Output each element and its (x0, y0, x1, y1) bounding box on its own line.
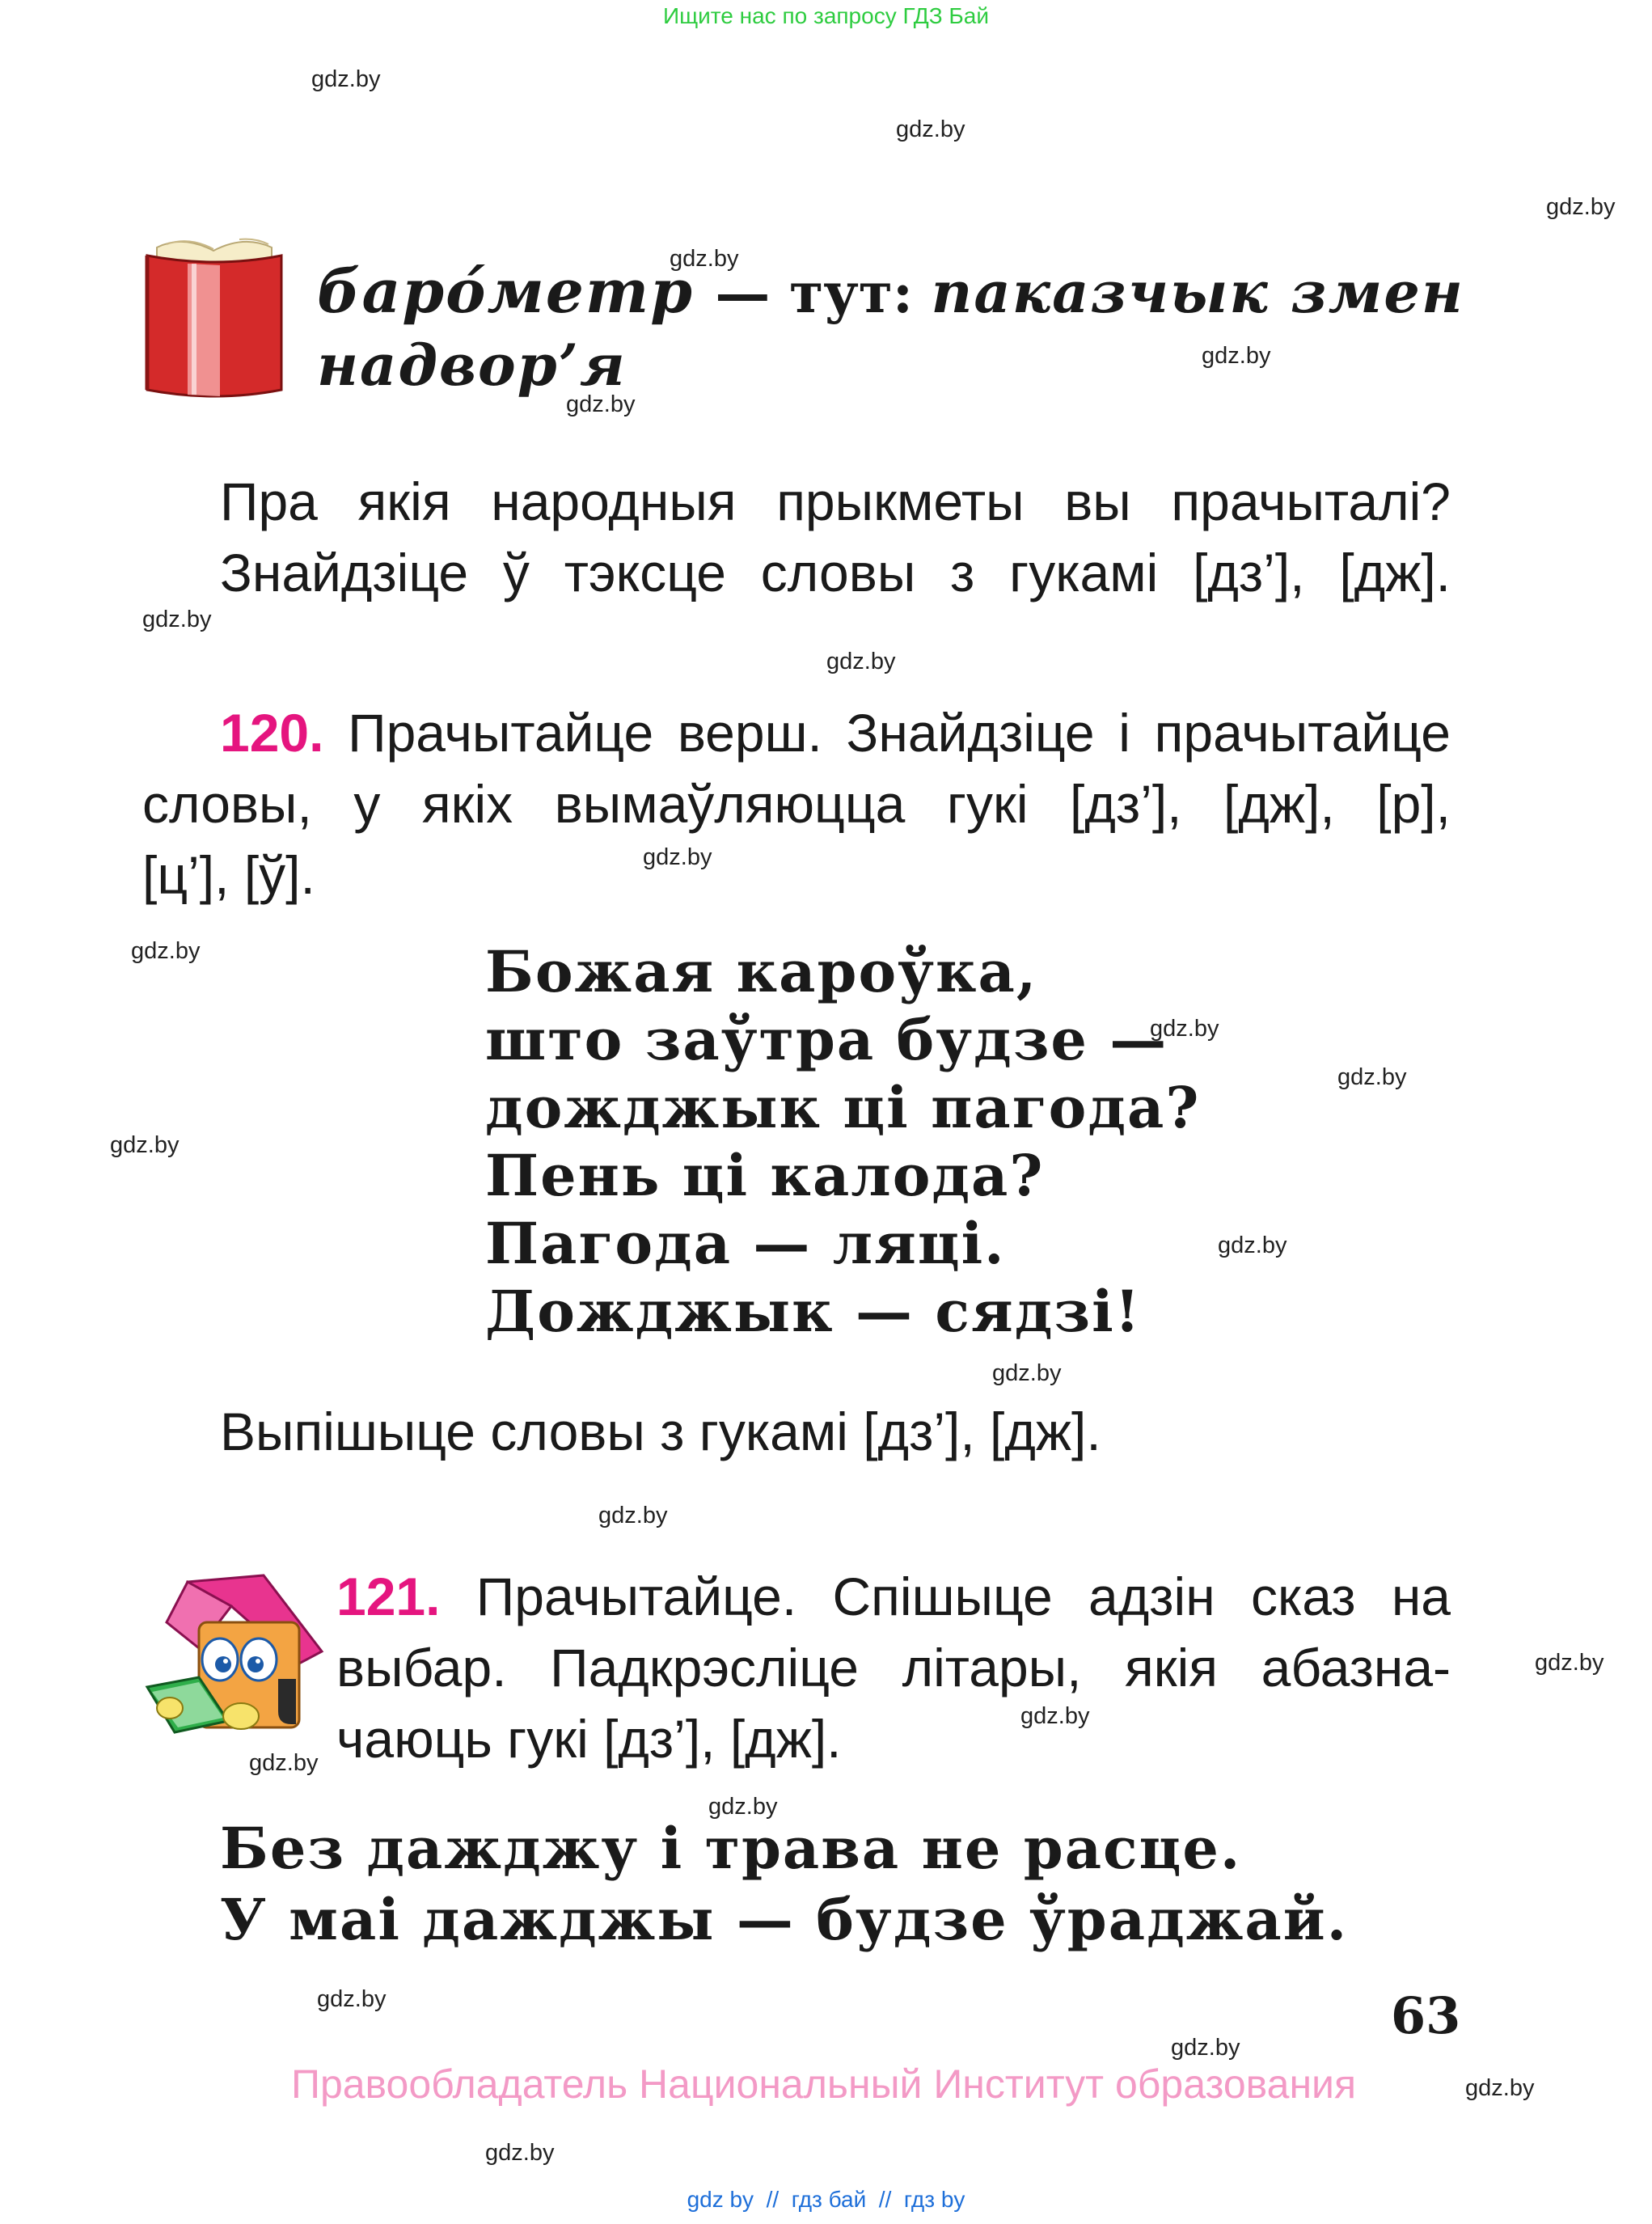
exercise-121-line3: чаюць гукі [дз’], [дж]. (336, 1709, 842, 1769)
watermark: gdz.by (249, 1750, 319, 1776)
watermark: gdz.by (598, 1503, 668, 1528)
watermark: gdz.by (1202, 343, 1271, 369)
watermark: gdz.by (142, 607, 212, 632)
watermark: gdz.by (317, 1986, 387, 2012)
poem-line: што заўтра будзе — (485, 1006, 1168, 1073)
poem-line: Божая кароўка, (485, 938, 1038, 1005)
exercise-number: 120. (220, 703, 324, 763)
reading-house-character-icon (142, 1574, 325, 1744)
glossary-definition-cont: надвор’я (317, 332, 627, 399)
watermark: gdz.by (1546, 194, 1616, 220)
glossary-entry (317, 257, 1464, 327)
exercise-120-line3: [ц’], [ў]. (142, 845, 315, 905)
watermark: gdz.by (311, 66, 381, 92)
poem-line: дожджык ці пагода? (485, 1074, 1201, 1141)
watermark: gdz.by (1218, 1233, 1287, 1258)
exercise-text: Прачытайце верш. Знайдзіце і прачытайце (348, 703, 1451, 763)
watermark: gdz.by (1535, 1650, 1604, 1676)
watermark: gdz.by (826, 649, 896, 674)
watermark: gdz.by (1171, 2035, 1240, 2061)
poem-line: Пень ці калода? (485, 1142, 1045, 1209)
poem-line: Дожджык — сядзі! (485, 1278, 1142, 1345)
red-book-icon (142, 236, 286, 400)
glossary-dash: — тут: (715, 261, 913, 326)
watermark: gdz.by (1465, 2075, 1535, 2101)
exercise-text: Прачытайце. Спішыце адзін сказ на (475, 1567, 1451, 1626)
watermark: gdz.by (566, 391, 636, 417)
watermark: gdz.by (670, 246, 739, 272)
watermark: gdz.by (1150, 1016, 1219, 1042)
watermark: gdz.by (110, 1132, 180, 1158)
watermark: gdz.by (1020, 1703, 1090, 1729)
poem-line: Пагода — ляці. (485, 1210, 1006, 1277)
watermark: gdz.by (992, 1360, 1062, 1386)
watermark: gdz.by (896, 116, 965, 142)
page-number: 63 (1391, 1986, 1461, 2045)
watermark: gdz.by (643, 844, 712, 870)
watermark: gdz.by (485, 2140, 555, 2166)
proverb-line: У маі дажджы — будзе ўраджай. (220, 1886, 1349, 1953)
poem (485, 938, 1200, 1346)
exercise-120-line1 (220, 702, 1451, 763)
question-line: Знайдзіце ў тэксце словы з гукамі [дз’], [дж]. (220, 543, 1451, 603)
exercise-number: 121. (336, 1567, 441, 1626)
copyright-notice: Правообладатель Национальный Институт образования (291, 2061, 1357, 2107)
exercise-120-line2: словы, у якіх вымаўляюцца гукі [дз’], [дж], [р], (142, 774, 1451, 834)
question-line: Пра якія народныя прыкметы вы прачыталі? (220, 471, 1451, 531)
watermark: gdz.by (131, 938, 201, 964)
watermark: gdz.by (708, 1794, 778, 1820)
footer-links[interactable]: gdz by // гдз бай // гдз by (687, 2187, 965, 2212)
proverb-line: Без дажджу і трава не расце. (220, 1815, 1242, 1882)
exercise-121-line2: выбар. Падкрэсліце літары, якія абазна- (336, 1638, 1451, 1698)
watermark: gdz.by (1337, 1064, 1407, 1090)
glossary-word: баро́метр (317, 257, 694, 327)
exercise-120-task: Выпішыце словы з гукамі [дз’], [дж]. (220, 1402, 1101, 1461)
exercise-121-line1 (336, 1566, 1451, 1627)
glossary-definition: паказчык змен (931, 259, 1464, 326)
top-banner[interactable]: Ищите нас по запросу ГДЗ Бай (662, 3, 990, 28)
